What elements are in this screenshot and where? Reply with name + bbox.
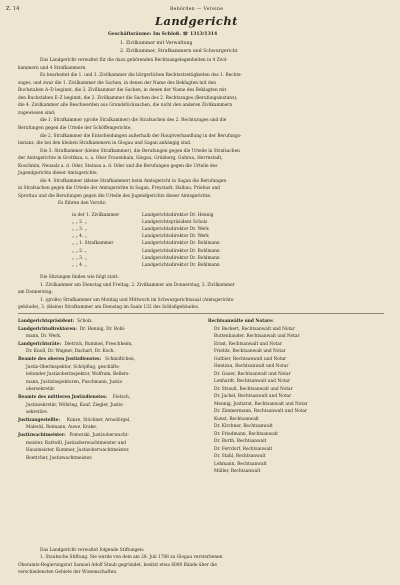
- lawyer-entry: Ernst, Rechtsanwalt und Notar: [214, 341, 282, 347]
- president-name: Landgerichtsdirektor Dr. Werk: [142, 227, 209, 233]
- running-header: Behörden — Vereine: [170, 7, 224, 12]
- lawyer-entry: Dr. Zimmermann, Rechtsanwalt und Notar: [214, 409, 308, 414]
- body-line: zugewiesen sind;: [18, 110, 56, 116]
- staff-text: Scholz.: [77, 319, 93, 324]
- body-line: der Amtsgerichte in Grottkau, u. a. Ober Frauenhain, Glogau, Grünberg, Guhrau, Herrnstadt,: [18, 156, 223, 162]
- chamber-label: „ „ 2. „: [72, 248, 87, 254]
- president-name: Landgerichtsdirektor Dr. Hennig: [142, 213, 214, 218]
- lawyer-entry: Dr. Ferrdorf, Rechtsanwalt: [214, 446, 273, 452]
- staff-text: Hausmeister, Kummer, Justizoberwachtmeister,: [26, 448, 130, 454]
- lawyer-entry: Dr. Jachel, Rechtsanwalt und Notar: [214, 394, 292, 399]
- section-line: 1. Zivilkammer mit Verwaltung: [120, 41, 193, 46]
- staff-text: Malecki, Reimann, Auwe, Krake.: [26, 425, 98, 431]
- body-line: Berufungen gegen die Urteile der Schöffengerichte,: [18, 125, 132, 131]
- body-line: zuges, und zwar die 1. Zivilkammer die Sachen, in denen der Name des Beklagten mit den: [18, 80, 217, 86]
- body-line: Das Landgericht verwaltet für die dazu gehörenden Rechtsangelegenheiten in 4 Zivil-: [40, 58, 228, 63]
- lawyer-entry: Dr. Strauß, Rechtsanwalt und Notar: [214, 386, 293, 392]
- divider: [18, 313, 384, 314]
- staff-label: Landgerichtspräsident:: [18, 319, 75, 324]
- staff-label: Beamte des mittleren Justizdienstes:: [18, 395, 107, 400]
- staff-text: Justiz-Oberinspektor, Schöpflug, geschäfts-: [26, 364, 121, 370]
- staff-text: Kunze, Stöckner, Arnsdörgel,: [66, 417, 131, 423]
- foundation-line: 1. Staubsche Stiftung. Sie wurde von dem am 28. Juli 1788 zu Glogau verstorbenen: [40, 555, 223, 561]
- staff-text: leitender Justizoberinspektor, Wolfram, Bellers-: [26, 372, 130, 378]
- staff-text: Justizsekretär, Wöhring, Kauf, Ziegler, Justiz-: [26, 402, 124, 408]
- staff-label: Landgerichtsräte:: [18, 341, 62, 347]
- president-name: Landgerichtspräsident Scholz: [142, 220, 208, 226]
- body-line: die 2. Strafkammer die Entscheidungen außerhalb der Hauptverhandlung in der Berufungs-: [40, 133, 242, 139]
- page-title: Landgericht: [155, 14, 238, 28]
- lawyer-entry: Dr. Friedmann, Rechtsanwalt: [214, 431, 278, 437]
- president-name: Landgerichtsdirektor Dr. Bohlmann: [142, 241, 220, 247]
- body-line: Sprottau und die Berufungen gegen die Urteile des Jugendgerichts dieser Amtsgerichte.: [18, 193, 212, 199]
- staff-text: Dietrich, Bummel, Freschheim,: [64, 341, 133, 347]
- staff-text: Fietsch,: [112, 395, 131, 400]
- body-line: Es führen den Vorsitz:: [58, 201, 107, 207]
- lawyer-entry: Gutbier, Rechtsanwalt und Notar: [214, 356, 287, 362]
- lawyer-entry: Lenhardt, Rechtsanwalt und Notar: [214, 379, 291, 384]
- sessions-line: am Donnerstag;: [18, 290, 53, 296]
- chamber-label: „ „ 3. „: [72, 227, 87, 233]
- president-name: Landgerichtsdirektor Dr. Werk: [142, 234, 209, 240]
- staff-text: obersekretär.: [26, 387, 56, 393]
- office-line: Geschäftsräume: Im Schloß. ☏ 1313/1314: [108, 32, 218, 37]
- body-line: die 4. Zivilkammer alle Beschwerden aus Grundstücksachen, die nicht den anderen Zivilkammern: [18, 103, 233, 109]
- lawyer-entry: Dr. Beckert, Rechtsanwalt und Notar: [214, 326, 295, 332]
- president-name: Landgerichtsdirektor Dr. Bohlmann: [142, 255, 220, 261]
- lawyer-entry: Buttenhauder, Rechtsanwalt und Notar: [214, 334, 300, 339]
- sessions-line: gebäude), 3. (kleine) Strafkammer am Dienstag im Saale 132 des Schloßgebäudes.: [18, 305, 200, 311]
- foundation-line: Oberamts-Regierungsrat Samuel Adolf Staub gegründet, besitzt etwa 6000 Bände über die: [18, 562, 217, 568]
- staff-label: Justizwachtmeister:: [18, 433, 66, 438]
- sessions-line: 1. (große) Strafkammer am Montag und Mittwoch im Schwurgerichtssaal (Amtsgerichts-: [40, 297, 235, 303]
- foundation-line: verschiedensten Gebiete der Wissenschaften.: [18, 570, 118, 576]
- staff-text: Boettcher, Justizwachtmeister.: [26, 455, 93, 461]
- staff-label: Landgerichtsdirektoren:: [18, 326, 77, 332]
- chamber-label: „ „ 4. „: [72, 234, 87, 240]
- body-line: Es bearbeitet die 1. und 3. Zivilkammer die bürgerlichen Rechtsstreitigkeiten des 1. Rechts-: [40, 73, 242, 79]
- staff-label: Beamte des oberen Justizdienstes:: [18, 357, 102, 362]
- president-name: Landgerichtsdirektor Dr. Bohlmann: [142, 262, 220, 268]
- body-line: instanz, die bei den kleinen Strafkammern in Glogau und Sagan anhängig sind.: [18, 141, 192, 147]
- staff-text: sekretäre.: [26, 410, 49, 416]
- body-line: kammern und 4 Strafkammern.: [18, 65, 87, 71]
- section-line: 2. Zivilkammer, Strafkammern und Schwurgericht: [120, 49, 238, 54]
- lawyer-entry: Mennig, Justizrat, Rechtsanwalt und Notar: [214, 401, 308, 407]
- staff-text: Schmidtchen,: [105, 357, 136, 362]
- lawyer-entry: Dr. Gauer, Rechtsanwalt und Notar: [214, 371, 291, 377]
- chamber-label: in der 1. Zivilkammer: [72, 213, 120, 218]
- chamber-label: „ „ 4. „: [72, 262, 87, 268]
- sessions-line: Die Sitzungen finden wie folgt statt:: [40, 275, 119, 280]
- body-line: die 4. Strafkammer (kleine Strafkammer) beim Amtsgericht in Sagan die Berufungen: [40, 178, 227, 184]
- lawyer-entry: Dr. Stahl, Rechtsanwalt: [214, 454, 266, 459]
- page-number: Z. 14: [6, 6, 20, 12]
- body-line: den Buchstaben E–Z beginnt; die 2. Zivilkammer die Sachen des 2. Rechtszuges (Berufungsinstanz);: [18, 95, 238, 101]
- lawyer-entry: Lehmann, Rechtsanwalt: [214, 461, 267, 467]
- body-line: Jugendgerichts dieser Amtsgerichte,: [18, 171, 98, 177]
- body-line: Buchstaben A–D beginnt, die 3. Zivilkammer die Sachen, in denen der Name des Beklagten mit: [18, 88, 227, 94]
- staff-text: mann, Dr. Werk.: [26, 334, 62, 340]
- president-name: Landgerichtsdirektor Dr. Bohlmann: [142, 248, 220, 254]
- staff-text: Pomorski, Justizoberwacht-: [69, 433, 129, 438]
- lawyer-entry: Frielitz, Rechtsanwalt und Notar: [214, 349, 286, 354]
- body-line: in Strafsachen gegen die Urteile der Amtsgerichte in Sagan, Freystadt, Halbau, Priebus und: [18, 186, 220, 192]
- lawyer-entry: Kunst, Rechtsanwalt: [214, 416, 259, 422]
- lawyers-heading: Rechtsanwälte und Notare:: [208, 319, 274, 324]
- chamber-label: „ „ 3. „: [72, 255, 87, 261]
- chamber-label: „ „ 2. „: [72, 220, 87, 226]
- chamber-label: „ „ 1. Strafkammer: [72, 241, 114, 247]
- sessions-line: 1. Zivilkammer am Dienstag und Freitag, 2. Zivilkammer am Donnerstag, 3. Zivilkammer: [40, 282, 235, 288]
- staff-text: mann, Justizinspektoren, Puschmann, Justiz-: [26, 379, 124, 385]
- body-line: Die 3. Strafkammer (kleine Strafkammer), die Berufungen gegen die Urteile in Strafsachen: [40, 148, 240, 154]
- lawyer-entry: Dr. Kirchner, Rechtsanwalt: [214, 424, 273, 429]
- staff-text: meister, Rattwill, Justizoberwachtmeister und: [26, 440, 126, 446]
- lawyer-entry: Müller, Rechtsanwalt: [214, 469, 261, 474]
- staff-text: Dr. Hennig, Dr. Bohl-: [79, 326, 126, 332]
- body-line: die 1. Strafkammer (große Strafkammer) die Strafsachen des 2. Rechtszuges und die: [40, 118, 227, 124]
- staff-text: Dr. Knoll, Dr. Wagner, Dachart, Dr. Koch.: [26, 349, 115, 355]
- staff-label: Justizangestellte:: [18, 417, 60, 423]
- foundation-line: Das Landgericht verwaltet folgende Stiftungen:: [40, 548, 145, 553]
- lawyer-entry: Dr. Borth, Rechtsanwalt: [214, 439, 267, 444]
- body-line: Koschmin, Neusalz a. d. Oder, Steinau a. d. Oder und die Berufungen gegen die Urteile des: [18, 163, 218, 169]
- lawyer-entry: Hentzau, Rechtsanwalt und Notar: [214, 364, 289, 369]
